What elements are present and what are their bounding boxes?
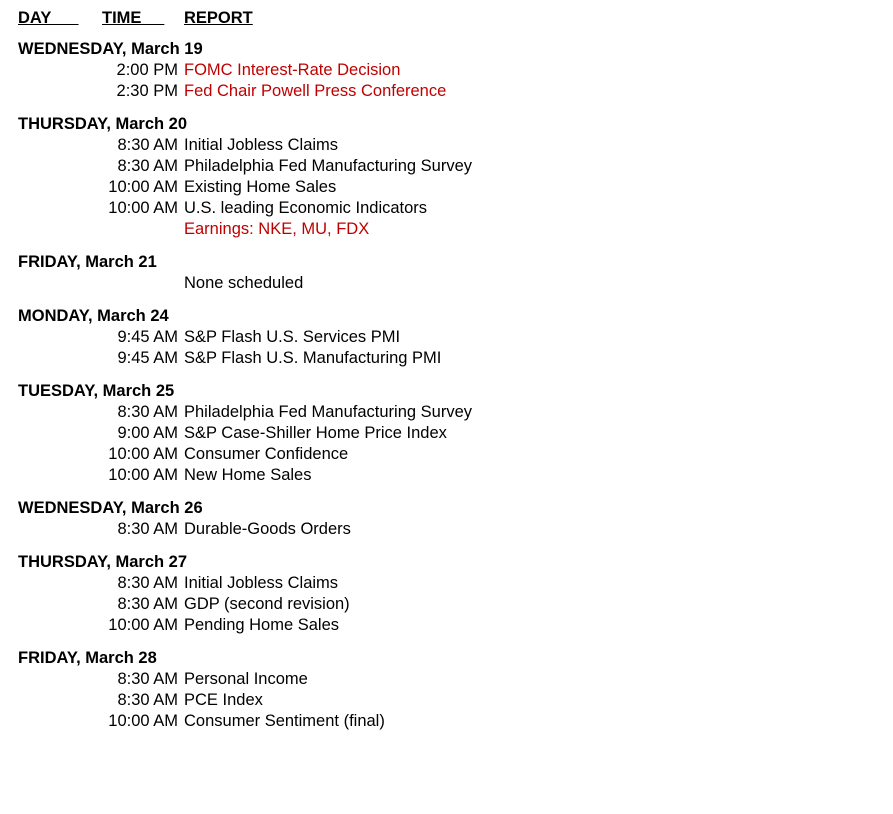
event-report: Personal Income xyxy=(184,670,308,688)
event-row xyxy=(18,465,878,486)
event-time: 8:30 AM xyxy=(117,574,178,592)
event-time: 9:45 AM xyxy=(117,349,178,367)
event-time: 9:00 AM xyxy=(117,424,178,442)
day-title: WEDNESDAY, March 26 xyxy=(18,499,203,517)
column-header-row xyxy=(18,6,878,30)
day-block xyxy=(18,252,878,294)
event-report: PCE Index xyxy=(184,691,263,709)
day-block xyxy=(18,39,878,102)
event-time: 2:00 PM xyxy=(116,61,178,79)
day-column-header: DAY xyxy=(18,9,79,27)
event-time: 2:30 PM xyxy=(116,82,178,100)
day-title: WEDNESDAY, March 19 xyxy=(18,40,203,58)
event-row xyxy=(18,273,878,294)
day-title: THURSDAY, March 20 xyxy=(18,115,188,133)
days-list xyxy=(18,39,878,732)
event-row xyxy=(18,690,878,711)
day-title: FRIDAY, March 21 xyxy=(18,253,157,271)
event-time: 10:00 AM xyxy=(108,178,178,196)
event-row xyxy=(18,156,878,177)
event-time: 8:30 AM xyxy=(117,595,178,613)
event-row xyxy=(18,402,878,423)
event-report: S&P Flash U.S. Manufacturing PMI xyxy=(184,349,442,367)
day-block xyxy=(18,306,878,369)
event-time: 10:00 AM xyxy=(108,466,178,484)
event-report: Fed Chair Powell Press Conference xyxy=(184,82,447,100)
time-column-header: TIME xyxy=(102,9,165,27)
event-report: S&P Case-Shiller Home Price Index xyxy=(184,424,447,442)
event-row xyxy=(18,594,878,615)
event-report: S&P Flash U.S. Services PMI xyxy=(184,328,401,346)
event-row xyxy=(18,135,878,156)
event-time: 8:30 AM xyxy=(117,670,178,688)
event-report: Philadelphia Fed Manufacturing Survey xyxy=(184,403,473,421)
event-time: 10:00 AM xyxy=(108,445,178,463)
event-time: 8:30 AM xyxy=(117,403,178,421)
event-report: Durable-Goods Orders xyxy=(184,520,351,538)
event-report: Existing Home Sales xyxy=(184,178,337,196)
event-time: 10:00 AM xyxy=(108,199,178,217)
event-report: Earnings: NKE, MU, FDX xyxy=(184,220,370,238)
economic-calendar xyxy=(18,6,878,744)
event-report: Pending Home Sales xyxy=(184,616,340,634)
event-report: FOMC Interest-Rate Decision xyxy=(184,61,401,79)
event-report: GDP (second revision) xyxy=(184,595,350,613)
event-row xyxy=(18,519,878,540)
event-row xyxy=(18,711,878,732)
event-report: Initial Jobless Claims xyxy=(184,574,339,592)
event-row xyxy=(18,198,878,219)
event-row xyxy=(18,615,878,636)
event-report: U.S. leading Economic Indicators xyxy=(184,199,428,217)
event-row xyxy=(18,573,878,594)
event-row xyxy=(18,444,878,465)
event-time: 8:30 AM xyxy=(117,691,178,709)
day-title: THURSDAY, March 27 xyxy=(18,553,188,571)
report-column-header: REPORT xyxy=(184,9,253,27)
event-report: Consumer Sentiment (final) xyxy=(184,712,385,730)
event-row xyxy=(18,348,878,369)
event-report: New Home Sales xyxy=(184,466,312,484)
event-row xyxy=(18,81,878,102)
event-time: 8:30 AM xyxy=(117,136,178,154)
day-title: TUESDAY, March 25 xyxy=(18,382,175,400)
event-row xyxy=(18,60,878,81)
day-block xyxy=(18,648,878,732)
event-report: Philadelphia Fed Manufacturing Survey xyxy=(184,157,473,175)
day-block xyxy=(18,552,878,636)
event-time: 10:00 AM xyxy=(108,616,178,634)
event-row xyxy=(18,327,878,348)
day-block xyxy=(18,381,878,486)
day-title: MONDAY, March 24 xyxy=(18,307,169,325)
day-title: FRIDAY, March 28 xyxy=(18,649,157,667)
event-time: 8:30 AM xyxy=(117,157,178,175)
event-report: Consumer Confidence xyxy=(184,445,349,463)
event-report: Initial Jobless Claims xyxy=(184,136,339,154)
day-block xyxy=(18,498,878,540)
event-row xyxy=(18,423,878,444)
event-row xyxy=(18,219,878,240)
event-time: 8:30 AM xyxy=(117,520,178,538)
event-time: 10:00 AM xyxy=(108,712,178,730)
event-report: None scheduled xyxy=(184,274,304,292)
day-block xyxy=(18,114,878,240)
event-row xyxy=(18,177,878,198)
event-time: 9:45 AM xyxy=(117,328,178,346)
event-row xyxy=(18,669,878,690)
